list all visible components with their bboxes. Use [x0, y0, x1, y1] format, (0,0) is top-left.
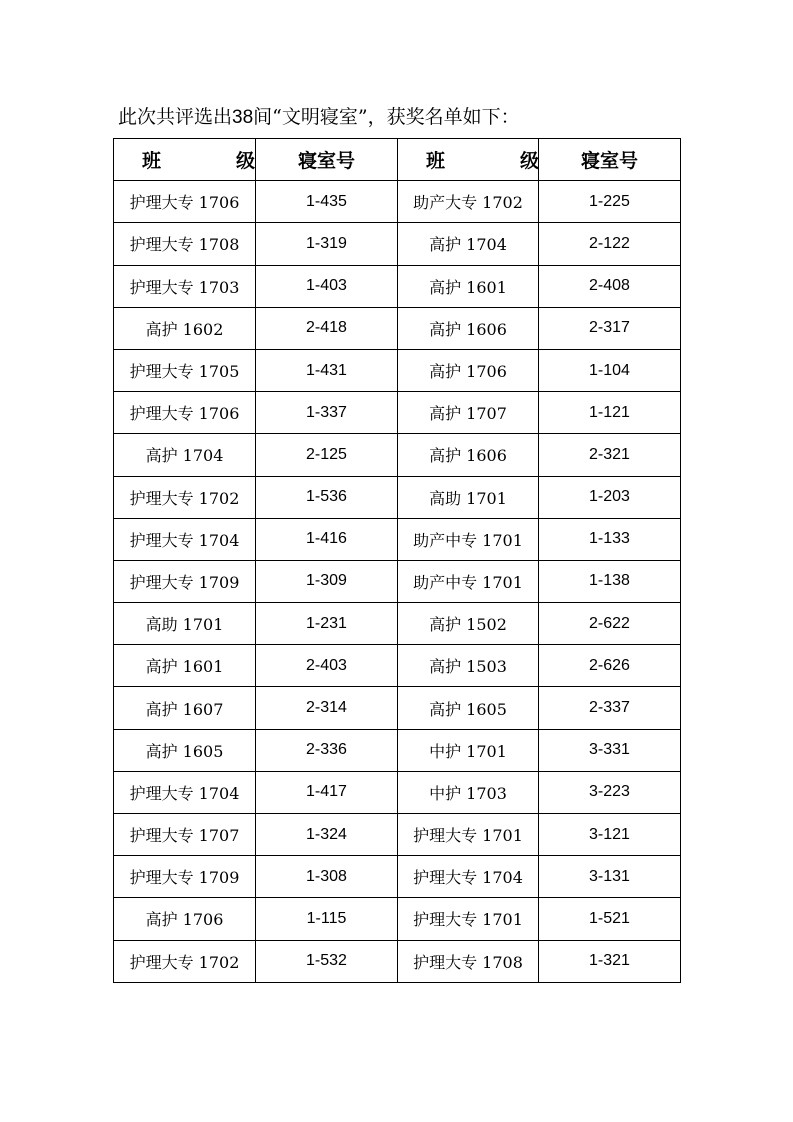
- table-row: [114, 729, 681, 771]
- cell-class-right: 高护 1706: [398, 349, 539, 391]
- cell-class-right: 护理大专 1704: [398, 856, 539, 898]
- cell-class-right: 中护 1703: [398, 771, 539, 813]
- cell-class-right: 高助 1701: [398, 476, 539, 518]
- cell-class-left: 护理大专 1702: [114, 476, 256, 518]
- cell-class-right: 高护 1502: [398, 603, 539, 645]
- cell-room-right: 3-331: [539, 729, 681, 771]
- cell-room-left: 1-416: [256, 518, 398, 560]
- cell-room-left: 1-319: [256, 223, 398, 265]
- header-room-right: 寝室号: [539, 139, 681, 181]
- cell-class-left: 高护 1704: [114, 434, 256, 476]
- cell-class-right: 护理大专 1708: [398, 940, 539, 982]
- cell-class-right: 高护 1707: [398, 392, 539, 434]
- cell-class-left: 高护 1601: [114, 645, 256, 687]
- table-row: [114, 814, 681, 856]
- cell-class-left: 护理大专 1704: [114, 518, 256, 560]
- cell-room-left: 1-231: [256, 603, 398, 645]
- cell-room-right: 2-337: [539, 687, 681, 729]
- cell-room-left: 1-403: [256, 265, 398, 307]
- cell-class-right: 助产中专 1701: [398, 518, 539, 560]
- cell-class-right: 助产大专 1702: [398, 181, 539, 223]
- cell-class-right: 高护 1601: [398, 265, 539, 307]
- cell-room-right: 3-131: [539, 856, 681, 898]
- cell-class-right: 护理大专 1701: [398, 814, 539, 856]
- cell-class-left: 护理大专 1707: [114, 814, 256, 856]
- table-header-row: [114, 139, 681, 181]
- cell-class-right: 助产中专 1701: [398, 560, 539, 602]
- cell-room-left: 1-431: [256, 349, 398, 391]
- cell-room-left: 1-435: [256, 181, 398, 223]
- dormitory-award-table: [113, 138, 681, 983]
- cell-room-right: 1-203: [539, 476, 681, 518]
- table-row: [114, 687, 681, 729]
- cell-room-right: 3-121: [539, 814, 681, 856]
- table-row: [114, 307, 681, 349]
- cell-class-left: 高护 1706: [114, 898, 256, 940]
- table-row: [114, 476, 681, 518]
- table-row: [114, 434, 681, 476]
- cell-room-left: 1-417: [256, 771, 398, 813]
- cell-room-left: 2-314: [256, 687, 398, 729]
- cell-room-right: 1-521: [539, 898, 681, 940]
- cell-room-right: 1-321: [539, 940, 681, 982]
- table-row: [114, 349, 681, 391]
- cell-class-left: 护理大专 1703: [114, 265, 256, 307]
- table-row: [114, 645, 681, 687]
- cell-class-left: 护理大专 1708: [114, 223, 256, 265]
- cell-class-left: 护理大专 1704: [114, 771, 256, 813]
- cell-class-left: 高护 1602: [114, 307, 256, 349]
- cell-class-right: 高护 1606: [398, 434, 539, 476]
- cell-room-right: 2-317: [539, 307, 681, 349]
- cell-class-left: 高助 1701: [114, 603, 256, 645]
- table-row: [114, 603, 681, 645]
- header-class-left: 班 级: [114, 139, 256, 181]
- cell-room-right: 2-321: [539, 434, 681, 476]
- cell-room-left: 1-536: [256, 476, 398, 518]
- cell-room-right: 2-622: [539, 603, 681, 645]
- cell-room-left: 2-336: [256, 729, 398, 771]
- cell-room-left: 1-309: [256, 560, 398, 602]
- cell-class-right: 中护 1701: [398, 729, 539, 771]
- cell-class-left: 护理大专 1702: [114, 940, 256, 982]
- cell-class-left: 护理大专 1705: [114, 349, 256, 391]
- cell-room-right: 2-122: [539, 223, 681, 265]
- cell-room-right: 1-104: [539, 349, 681, 391]
- cell-room-left: 2-125: [256, 434, 398, 476]
- table-row: [114, 771, 681, 813]
- cell-room-right: 2-626: [539, 645, 681, 687]
- cell-class-left: 护理大专 1706: [114, 181, 256, 223]
- table-row: [114, 518, 681, 560]
- table-row: [114, 856, 681, 898]
- table-row: [114, 265, 681, 307]
- cell-class-left: 高护 1607: [114, 687, 256, 729]
- cell-room-left: 1-337: [256, 392, 398, 434]
- cell-room-right: 1-133: [539, 518, 681, 560]
- table-row: [114, 181, 681, 223]
- cell-room-left: 1-324: [256, 814, 398, 856]
- cell-class-right: 高护 1605: [398, 687, 539, 729]
- cell-class-left: 高护 1605: [114, 729, 256, 771]
- intro-text: [118, 104, 520, 131]
- cell-room-right: 2-408: [539, 265, 681, 307]
- cell-class-right: 高护 1704: [398, 223, 539, 265]
- cell-room-right: 1-225: [539, 181, 681, 223]
- intro-before: 此次共评选出: [118, 106, 233, 128]
- cell-room-left: 2-403: [256, 645, 398, 687]
- table-row: [114, 940, 681, 982]
- table-row: [114, 223, 681, 265]
- cell-class-right: 护理大专 1701: [398, 898, 539, 940]
- cell-class-left: 护理大专 1706: [114, 392, 256, 434]
- intro-count: 38: [232, 107, 254, 128]
- cell-class-left: 护理大专 1709: [114, 560, 256, 602]
- cell-room-left: 1-308: [256, 856, 398, 898]
- cell-class-left: 护理大专 1709: [114, 856, 256, 898]
- cell-room-right: 1-121: [539, 392, 681, 434]
- cell-class-right: 高护 1606: [398, 307, 539, 349]
- cell-room-left: 1-532: [256, 940, 398, 982]
- table-row: [114, 392, 681, 434]
- header-class-right: 班 级: [398, 139, 539, 181]
- table-body: [114, 181, 681, 983]
- cell-room-right: 1-138: [539, 560, 681, 602]
- header-room-left: 寝室号: [256, 139, 398, 181]
- cell-room-left: 2-418: [256, 307, 398, 349]
- cell-room-right: 3-223: [539, 771, 681, 813]
- cell-class-right: 高护 1503: [398, 645, 539, 687]
- cell-room-left: 1-115: [256, 898, 398, 940]
- table-row: [114, 898, 681, 940]
- intro-after: 间“文明寝室”，获奖名单如下：: [253, 106, 520, 128]
- table-row: [114, 560, 681, 602]
